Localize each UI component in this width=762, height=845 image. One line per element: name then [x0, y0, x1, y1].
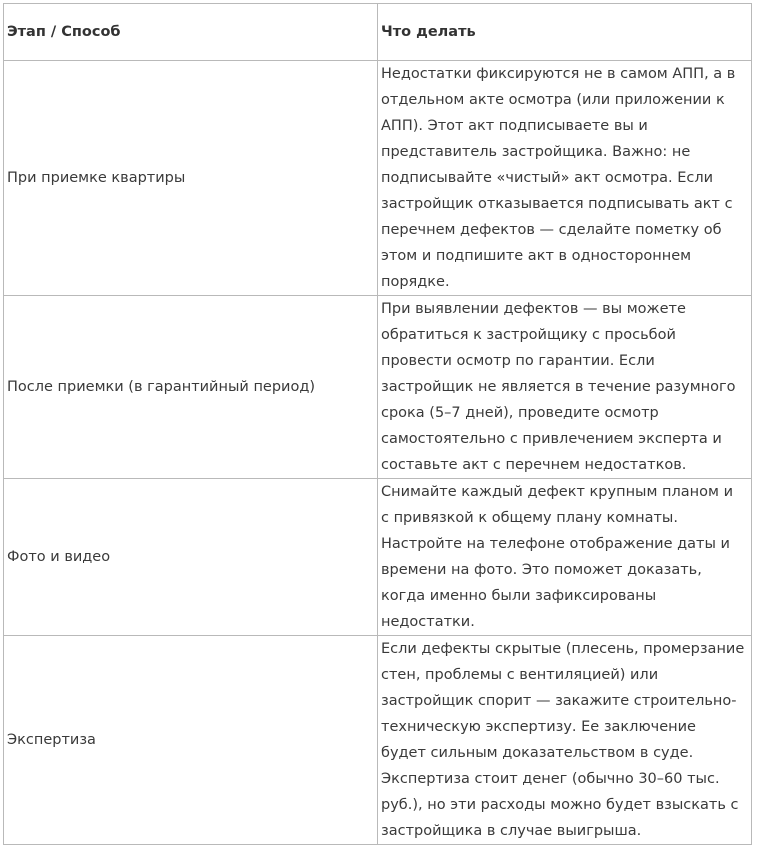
row-action: Если дефекты скрытые (плесень, промерзание стен, проблемы с вентиляцией) или застройщик спорит — закажите строительно-техническую экспертизу. Ее заключение будет сильным доказательством в суде. Экспертиза стоит денег (обычно 30–60 тыс. руб.), но эти расходы можно будет взыскать с застройщика в случае выигрыша. [378, 636, 752, 845]
table-row [4, 296, 752, 479]
table-row [4, 479, 752, 636]
row-action: Недостатки фиксируются не в самом АПП, а в отдельном акте осмотра (или приложении к АПП). Этот акт подписываете вы и представитель застройщика. Важно: не подписывайте «чистый» акт осмотра. Если застройщик отказывается подписывать акт с перечнем дефектов — сделайте пометку об этом и подпишите акт в одностороннем порядке. [378, 61, 752, 296]
row-stage: При приемке квартиры [4, 61, 378, 296]
row-stage: После приемки (в гарантийный период) [4, 296, 378, 479]
header-stage: Этап / Способ [4, 4, 378, 61]
row-stage: Фото и видео [4, 479, 378, 636]
header-action: Что делать [378, 4, 752, 61]
table-header-row [4, 4, 752, 61]
row-action: Снимайте каждый дефект крупным планом и с привязкой к общему плану комнаты. Настройте на телефоне отображение даты и времени на фото. Это поможет доказать, когда именно были зафиксированы недостатки. [378, 479, 752, 636]
table-row [4, 61, 752, 296]
steps-table [3, 3, 752, 845]
table-row [4, 636, 752, 845]
row-action: При выявлении дефектов — вы можете обратиться к застройщику с просьбой провести осмотр по гарантии. Если застройщик не является в течение разумного срока (5–7 дней), проведите осмотр самостоятельно с привлечением эксперта и составьте акт с перечнем недостатков. [378, 296, 752, 479]
row-stage: Экспертиза [4, 636, 378, 845]
